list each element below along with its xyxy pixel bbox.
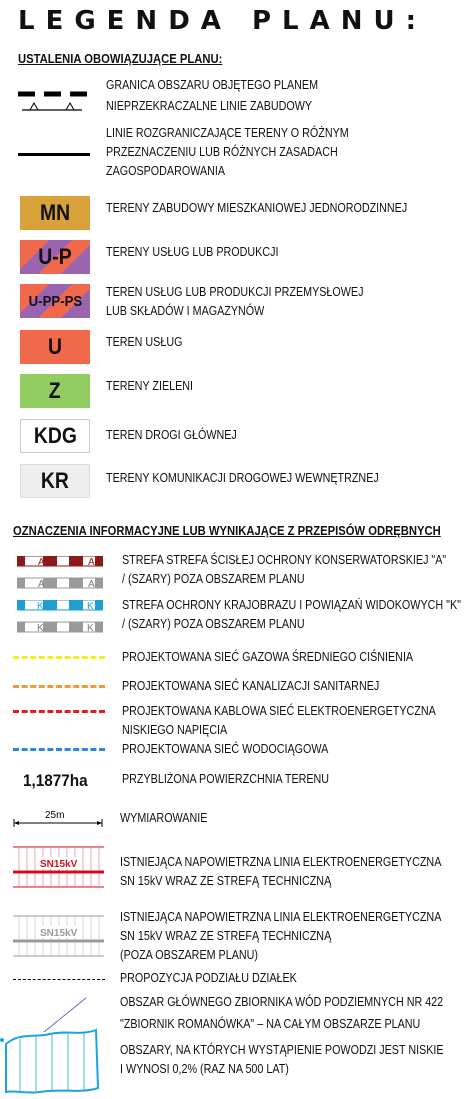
sn-line-label-2: SN 15kV WRAZ ZE STREFĄ TECHNICZNĄ (120, 874, 332, 888)
building-line-symbol (22, 99, 82, 113)
sn-line-outside-symbol (13, 912, 104, 960)
dimension-symbol (12, 808, 104, 828)
zone-a-letter-1: A (38, 557, 45, 568)
zone-swatch-kdg: KDG (20, 419, 90, 453)
boundary-label: GRANICA OBSZARU OBJĘTEGO PLANEM (106, 78, 319, 92)
section-header-binding: USTALENIA OBOWIĄZUJĄCE PLANU: (18, 52, 223, 66)
zone-label-kdg: TEREN DROGI GŁÓWNEJ (106, 428, 237, 442)
zone-k-label-2: / (SZARY) POZA OBSZAREM PLANU (122, 617, 305, 631)
sn-line-symbol (13, 843, 104, 891)
zone-swatch-u-p: U-P (20, 240, 90, 274)
zone-k-grey-letter-1: K (37, 623, 44, 634)
legend-title: LEGENDA PLANU: (18, 6, 427, 36)
boundary-line-symbol (18, 84, 90, 90)
zone-label-u: TEREN USŁUG (106, 335, 183, 349)
dimension-label: WYMIAROWANIE (120, 811, 208, 825)
zone-a-grey-letter-1: A (38, 579, 45, 590)
zone-a-symbol (17, 556, 103, 592)
zone-a-grey-letter-2: A (88, 579, 95, 590)
water-line-symbol (13, 748, 105, 751)
zone-label-u-pp-ps-1: TEREN USŁUG LUB PRODUKCJI PRZEMYSŁOWEJ (106, 285, 364, 299)
aquifer-label-1: OBSZAR GŁÓWNEGO ZBIORNIKA WÓD PODZIEMNYCH NR 422 (120, 995, 444, 1009)
zone-k-letter-2: K (87, 601, 94, 612)
sn-line-outside-label-1: ISTNIEJĄCA NAPOWIETRZNA LINIA ELEKTROENERGETYCZNA (120, 910, 442, 924)
demarcation-label-3: ZAGOSPODAROWANIA (106, 164, 226, 178)
gas-line-symbol (13, 656, 105, 659)
sn-line-code: SN15kV (40, 859, 78, 870)
sewer-label: PROJEKTOWANA SIEĆ KANALIZACJI SANITARNEJ (122, 679, 380, 693)
zone-k-symbol (17, 600, 103, 636)
zone-a-label-2: / (SZARY) POZA OBSZAREM PLANU (122, 572, 305, 586)
zone-a-label-1: STREFA STREFA ŚCISŁEJ OCHRONY KONSERWATORSKIEJ "A" (122, 553, 447, 567)
power-cable-label-2: NISKIEGO NAPIĘCIA (122, 723, 228, 737)
zone-swatch-z: Z (20, 374, 90, 408)
flood-label-2: I WYNOSI 0,2% (RAZ NA 500 LAT) (120, 1062, 289, 1076)
zone-swatch-kr: KR (20, 464, 90, 498)
sn-line-label-1: ISTNIEJĄCA NAPOWIETRZNA LINIA ELEKTROENERGETYCZNA (120, 855, 442, 869)
building-line-label: NIEPRZEKRACZALNE LINIE ZABUDOWY (106, 99, 313, 113)
zone-swatch-mn: MN (20, 196, 90, 230)
plot-division-label: PROPOZYCJA PODZIAŁU DZIAŁEK (120, 971, 297, 985)
flood-label-1: OBSZARY, NA KTÓRYCH WYSTĄPIENIE POWODZI JEST NISKIE (120, 1043, 444, 1057)
zone-k-grey-letter-2: K (87, 623, 94, 634)
sn-line-outside-label-3: (POZA OBSZAREM PLANU) (120, 948, 258, 962)
water-label: PROJEKTOWANA SIEĆ WODOCIĄGOWA (122, 742, 329, 756)
zone-label-kr: TERENY KOMUNIKACJI DROGOWEJ WEWNĘTRZNEJ (106, 471, 379, 485)
aquifer-flood-symbol (0, 994, 108, 1094)
zone-k-letter-1: K (37, 601, 44, 612)
power-cable-label-1: PROJEKTOWANA KABLOWA SIEĆ ELEKTROENERGETYCZNA (122, 704, 436, 718)
sewer-line-symbol (13, 685, 105, 688)
zone-swatch-u: U (20, 330, 90, 364)
zone-a-letter-2: A (88, 557, 95, 568)
zone-swatch-u-pp-ps: U-PP-PS (20, 284, 90, 318)
area-value: 1,1877ha (23, 771, 88, 790)
sn-line-outside-label-2: SN 15kV WRAZ ZE STREFĄ TECHNICZNĄ (120, 929, 332, 943)
aquifer-label-2: "ZBIORNIK ROMANÓWKA" – NA CAŁYM OBSZARZE PLANU (120, 1017, 421, 1031)
sn-line-outside-code: SN15kV (40, 928, 78, 939)
section-header-informational: OZNACZENIA INFORMACYJNE LUB WYNIKAJĄCE Z PRZEPISÓW ODRĘBNYCH (13, 524, 441, 538)
demarcation-label-1: LINIE ROZGRANICZAJĄCE TERENY O RÓŻNYM (106, 126, 349, 140)
zone-label-mn: TERENY ZABUDOWY MIESZKANIOWEJ JEDNORODZINNEJ (106, 201, 408, 215)
zone-label-z: TERENY ZIELENI (106, 379, 194, 393)
dimension-value: 25m (45, 810, 65, 821)
demarcation-line-symbol (18, 153, 90, 156)
gas-label: PROJEKTOWANA SIEĆ GAZOWA ŚREDNIEGO CIŚNIENIA (122, 650, 414, 664)
zone-label-u-pp-ps-2: LUB SKŁADÓW I MAGAZYNÓW (106, 304, 265, 318)
demarcation-label-2: PRZEZNACZENIU LUB RÓŻNYCH ZASADACH (106, 145, 338, 159)
power-cable-line-symbol (13, 710, 105, 713)
zone-label-u-p: TERENY USŁUG LUB PRODUKCJI (106, 245, 279, 259)
area-label: PRZYBLIŻONA POWIERZCHNIA TERENU (122, 772, 330, 786)
zone-k-label-1: STREFA OCHRONY KRAJOBRAZU I POWIĄZAŃ WIDOKOWYCH "K" (122, 598, 461, 612)
plot-division-symbol (13, 979, 105, 980)
